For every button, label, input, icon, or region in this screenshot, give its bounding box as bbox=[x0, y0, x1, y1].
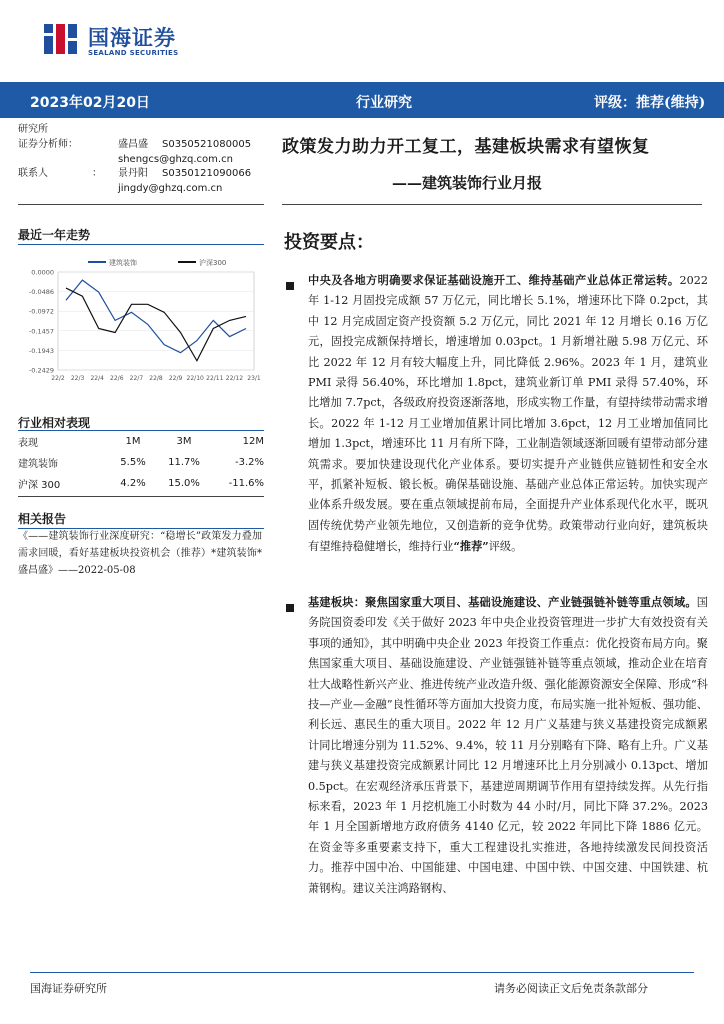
divider bbox=[18, 496, 264, 497]
table-cell: 4.2% bbox=[120, 478, 146, 489]
footer-institute: 国海证券研究所 bbox=[30, 982, 107, 995]
x-tick-label: 22/9 bbox=[168, 375, 183, 382]
analyst-name: 盛昌盛 bbox=[118, 139, 148, 150]
related-reports-title: 相关报告 bbox=[18, 512, 67, 526]
contact-name: 景丹阳 bbox=[118, 168, 148, 179]
table-cell: -3.2% bbox=[234, 457, 264, 468]
header-cell: 3M bbox=[176, 436, 192, 447]
header-cell: 1M bbox=[125, 436, 141, 447]
legend-label-hs300: 沪深300 bbox=[199, 259, 227, 267]
x-tick-label: 22/12 bbox=[225, 375, 244, 382]
table-cell: 5.5% bbox=[120, 457, 146, 468]
table-cell: 11.7% bbox=[168, 457, 200, 468]
x-tick-label: 22/10 bbox=[186, 375, 204, 382]
industry-rating: 评级：推荐(维持) bbox=[594, 95, 706, 111]
x-tick-label: 22/8 bbox=[149, 375, 163, 382]
analyst-email[interactable]: shengcs@ghzq.com.cn bbox=[118, 154, 233, 165]
y-tick-label: -0.0486 bbox=[28, 288, 54, 297]
table-row bbox=[18, 452, 264, 473]
legend-label-construction: 建筑装饰 bbox=[109, 259, 137, 267]
paragraph-end: 评级。 bbox=[488, 540, 523, 554]
series-line-hs300 bbox=[66, 288, 246, 361]
footer-divider bbox=[30, 972, 694, 973]
x-tick-label: 22/2 bbox=[51, 375, 65, 382]
paragraph-lead: 基建板块：聚焦国家重大项目、基础设施建设、产业链强链补链等重点领域。 bbox=[308, 595, 697, 609]
footer-disclaimer: 请务必阅读正文后免责条款部分 bbox=[494, 982, 648, 995]
analyst-label: 证券分析师： bbox=[18, 139, 78, 150]
trend-chart bbox=[18, 252, 264, 392]
paragraph-body: 国务院国资委印发《关于做好 2023 年中央企业投资管理进一步扩大有效投资有关事项的通知》，其中明确中央企业 2023 年投资工作重点：优化投资布局方向。聚焦国家重大项目、基础设施建设、产业链强链补链等重点领域，推动企业在培育壮大战略性新兴产业、推进传统产业改造升级、强化能源资源安全保障、形成“科技—产业—金融”良性循环等方面加大投资力度，布局实施一批补短板、强功能、利长远、惠民生的重大项目。2022 年 12 月广义基建与狭义基建投资完成额累计同比增速分别为 11.52%、9.4%，较 11 月分别略有下降、略有上升。广义基建与狭义基建投资完成额累计同比 12 月增速环比上月分别减小 0.13pct、增加 0.5pct。在宏观经济承压背景下，基建逆周期调节作用有望持续发挥。从先行指标来看，2023 年 1 月挖机施工小时数为 44 小时/月，同比下降 37.2%。2023 年 1 月全国新增地方政府债务 4140 亿元，较 2022 年同比下降 1886 亿元。在资金等多重要素支持下，重大工程建设扎实推进，各地持续激发民间投资活力。推荐中国中冶、中国能建、中国电建、中国中铁、中国交建、中国铁建、杭萧钢构。建议关注鸿路钢构、 bbox=[308, 596, 708, 895]
analyst-id: S0350521080005 bbox=[162, 139, 252, 150]
report-subtitle: ——建筑装饰行业月报 bbox=[392, 174, 543, 192]
report-date: 2023年02月20日 bbox=[30, 95, 150, 111]
report-type: 行业研究 bbox=[356, 95, 412, 111]
x-tick-label: 22/7 bbox=[129, 375, 144, 382]
y-tick-label: -0.0972 bbox=[28, 307, 54, 316]
y-tick-label: -0.1943 bbox=[28, 346, 54, 355]
y-tick-label: -0.2429 bbox=[28, 366, 54, 375]
performance-table bbox=[18, 431, 264, 494]
institute-label: 研究所 bbox=[18, 124, 48, 135]
performance-title: 行业相对表现 bbox=[18, 416, 91, 430]
divider bbox=[18, 244, 264, 245]
sealand-logo-icon bbox=[44, 22, 78, 56]
bullet-icon bbox=[286, 604, 294, 612]
table-cell: 沪深 300 bbox=[18, 480, 61, 491]
y-tick-label: 0.0000 bbox=[31, 268, 54, 277]
x-tick-label: 22/3 bbox=[70, 375, 85, 382]
paragraph-infrastructure bbox=[308, 592, 708, 899]
logo-chinese-name: 国海证券 bbox=[88, 26, 176, 50]
bullet-icon bbox=[286, 282, 294, 290]
key-points-heading: 投资要点： bbox=[284, 232, 374, 253]
related-report-link[interactable]: 《——建筑装饰行业深度研究：“稳增长”政策发力叠加需求回暖，看好基建板块投资机会（推荐）*建筑装饰*盛昌盛》——2022-05-08 bbox=[18, 531, 262, 576]
header-cell: 表现 bbox=[18, 438, 38, 449]
divider bbox=[18, 204, 264, 205]
divider bbox=[282, 204, 702, 205]
paragraph-lead: 中央及各地方明确要求保证基础设施开工、维持基础产业总体正常运转。 bbox=[308, 273, 680, 287]
table-cell: 15.0% bbox=[168, 478, 200, 489]
x-tick-label: 22/11 bbox=[206, 375, 224, 382]
x-tick-label: 22/6 bbox=[110, 375, 124, 382]
header-cell: 12M bbox=[242, 436, 264, 447]
table-header-row bbox=[18, 431, 264, 452]
rating-emphasis: “推荐” bbox=[453, 539, 489, 554]
y-tick-label: -0.1457 bbox=[28, 327, 54, 336]
paragraph-policy bbox=[308, 270, 708, 558]
chart-section-title: 最近一年走势 bbox=[18, 228, 91, 242]
x-tick-label: 23/1 bbox=[247, 375, 261, 382]
contact-label: 联系人 bbox=[18, 168, 48, 179]
contact-email[interactable]: jingdy@ghzq.com.cn bbox=[118, 183, 223, 194]
plot-frame bbox=[58, 272, 254, 370]
report-title: 政策发力助力开工复工，基建板块需求有望恢复 bbox=[282, 137, 650, 157]
contact-id: S0350121090066 bbox=[162, 168, 252, 179]
logo-english-name: SEALAND SECURITIES bbox=[88, 49, 179, 57]
table-row bbox=[18, 473, 264, 494]
table-cell: -11.6% bbox=[228, 478, 264, 489]
x-tick-label: 22/4 bbox=[90, 375, 104, 382]
table-cell: 建筑装饰 bbox=[18, 459, 58, 470]
chart-legend bbox=[88, 258, 226, 267]
contact-colon: ： bbox=[92, 168, 102, 179]
paragraph-body: 2022 年 1-12 月固投完成额 57 万亿元，同比增长 5.1%，增速环比下降 0.2pct，其中 12 月完成固定资产投资额 5.2 万亿元，同比 2021 年 12 月增长 0.16 万亿元，固投完成额保持增长，增速增加 0.03pct。1 月新增社融 5.98 万亿元、环比 2022 年 12 月有较大幅度上升，同比降低 2.96%。2023 年 1 月，建筑业 PMI 录得 56.40%，环比增加 1.8pct，建筑业新订单 PMI 录得 57.40%，环比增加 7.7pct，各级政府投资逐渐落地，形成实物工作量，有望持续带动需求增长。2022 年 1-12 月工业增加值累计同比增加 3.6pct，12 月工业增加值同比增加 1.3pct，增速环比 11 月有所下降，工业制造领域逐渐回暖有望带动部分建筑需求。要加快建设现代化产业体系。要切实提升产业链供应链韧性和安全水平，抓紧补短板、锻长板。确保基础设施、基础产业总体正常运转。加快实现产业体系升级发展。要在重点领域提前布局，全面提升产业体系现代化水平，既巩固传统优势产业领先地位，又创造新的竞争优势。政策带动行业向好，建筑板块有望维持稳健增长，维持行业 bbox=[308, 274, 708, 554]
